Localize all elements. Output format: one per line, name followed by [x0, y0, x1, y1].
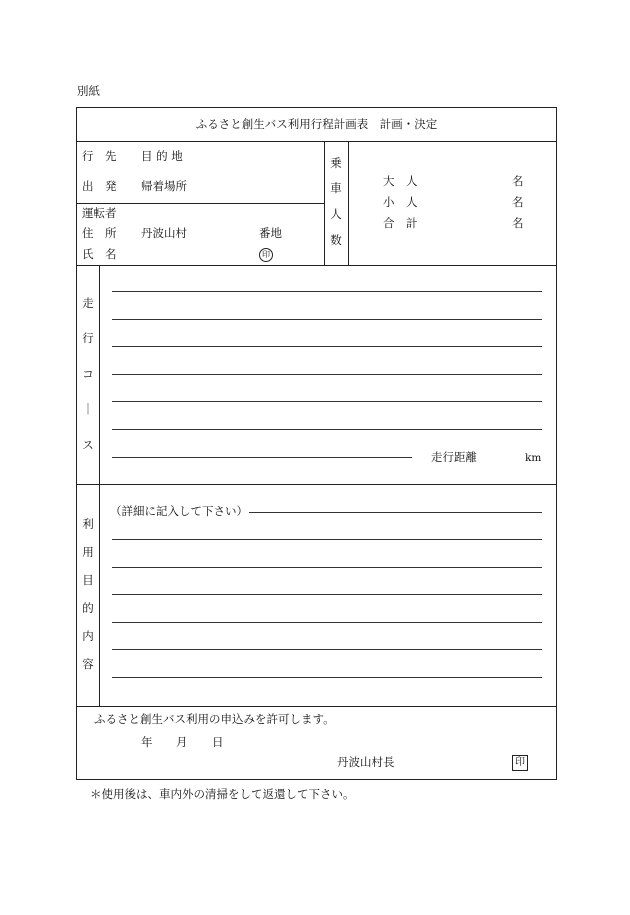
driver-seal-icon: 印	[259, 248, 273, 262]
distance-label: 走行距離	[431, 450, 477, 464]
purpose-label-char: 容	[82, 657, 94, 671]
passenger-label-char: 人	[330, 207, 342, 221]
route-label-char: ｜	[82, 402, 94, 416]
passenger-label-divider	[348, 141, 349, 265]
route-writing-line[interactable]	[112, 346, 542, 347]
purpose-hint: （詳細に記入して下さい）	[110, 504, 248, 518]
route-label-char: ス	[82, 438, 94, 452]
destination-label: 行 先	[82, 149, 117, 163]
passenger-label-char: 数	[330, 233, 342, 247]
route-writing-line[interactable]	[112, 319, 542, 320]
route-label-char: コ	[82, 367, 94, 381]
passenger-label-char: 乗	[330, 156, 342, 170]
distance-unit: km	[525, 452, 542, 464]
purpose-writing-line[interactable]	[112, 594, 542, 595]
passenger-label-char: 車	[330, 181, 342, 195]
departure-label: 出 発	[82, 179, 117, 193]
left-label-column-divider	[99, 265, 100, 706]
purpose-writing-line[interactable]	[112, 677, 542, 678]
route-writing-line[interactable]	[112, 401, 542, 402]
child-unit: 名	[512, 195, 524, 209]
route-writing-line[interactable]	[112, 429, 542, 430]
route-writing-line[interactable]	[112, 374, 542, 375]
purpose-writing-line[interactable]	[112, 622, 542, 623]
approval-month: 月	[176, 735, 188, 749]
total-unit: 名	[512, 216, 524, 230]
approval-day: 日	[212, 735, 224, 749]
route-writing-line[interactable]	[112, 291, 542, 292]
driver-label: 運転者	[82, 206, 117, 220]
form-title: ふるさと創生バス利用行程計画表 計画・決定	[195, 117, 438, 131]
adult-unit: 名	[512, 174, 524, 188]
approval-seal-icon: 印	[512, 755, 528, 771]
purpose-label-char: 用	[82, 545, 94, 559]
top-section-bottom	[76, 265, 556, 266]
driver-divider	[76, 203, 324, 204]
driver-address-suffix: 番地	[259, 226, 282, 240]
approval-text: ふるさと創生バス利用の申込みを許可します。	[94, 712, 335, 726]
destination-field: 目 的 地	[141, 149, 183, 163]
adult-label: 大 人	[383, 174, 418, 188]
usage-footnote: ＊使用後は、車内外の清掃をして返還して下さい。	[90, 787, 355, 801]
title-divider	[76, 141, 556, 142]
purpose-writing-line[interactable]	[112, 539, 542, 540]
passenger-left-divider	[324, 141, 325, 265]
purpose-label-char: 利	[82, 517, 94, 531]
purpose-label-char: 目	[82, 573, 94, 587]
purpose-writing-line[interactable]	[249, 512, 542, 513]
child-label: 小 人	[383, 195, 418, 209]
return-place-field: 帰着場所	[141, 179, 187, 193]
purpose-section-bottom	[76, 706, 556, 707]
driver-address-village: 丹波山村	[141, 226, 187, 240]
approval-signer: 丹波山村長	[337, 755, 395, 769]
purpose-label-char: 内	[82, 629, 94, 643]
route-label-char: 行	[82, 331, 94, 345]
route-section-bottom	[76, 484, 556, 485]
approval-year: 年	[141, 735, 153, 749]
route-label-char: 走	[82, 296, 94, 310]
route-writing-line[interactable]	[112, 457, 412, 458]
total-label: 合 計	[383, 216, 418, 230]
attachment-label: 別紙	[77, 84, 100, 98]
form-frame	[76, 107, 557, 780]
driver-address-label: 住 所	[82, 226, 117, 240]
purpose-label-char: 的	[82, 601, 94, 615]
purpose-writing-line[interactable]	[112, 567, 542, 568]
driver-name-label: 氏 名	[82, 247, 117, 261]
purpose-writing-line[interactable]	[112, 649, 542, 650]
